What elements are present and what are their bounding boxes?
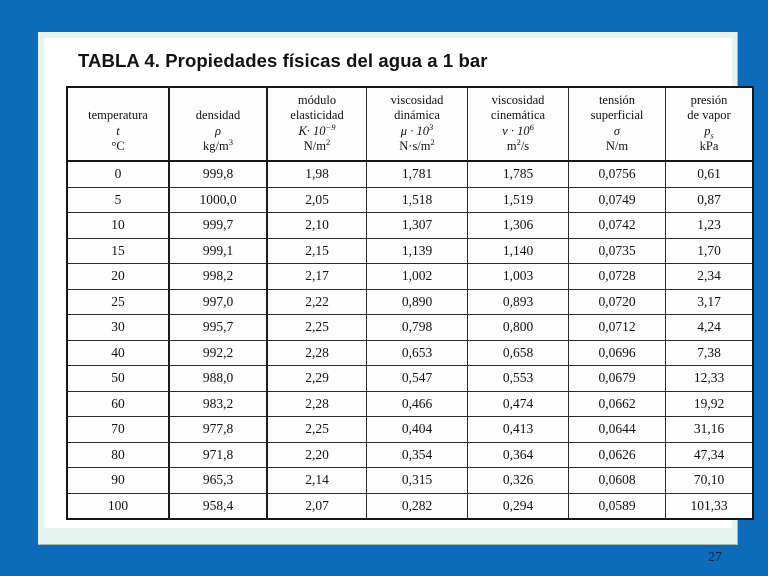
table-cell: 1,306 [468, 213, 569, 239]
table-cell: 0,0696 [569, 340, 666, 366]
table-cell: 1,23 [666, 213, 754, 239]
table-cell: 958,4 [169, 493, 267, 519]
table-cell: 2,28 [267, 340, 367, 366]
table-cell: 0,800 [468, 315, 569, 341]
table-cell: 1,70 [666, 238, 754, 264]
table-cell: 0,547 [367, 366, 468, 392]
cell-temperatura: 10 [67, 213, 169, 239]
column-header-unit: $N/m^2$ [303, 136, 331, 153]
table-cell: 0,553 [468, 366, 569, 392]
table-row [67, 391, 753, 417]
cell-temperatura: 15 [67, 238, 169, 264]
column-header-symbol: ρ [215, 123, 221, 138]
column-header-presion-de-vapor [666, 87, 754, 161]
table-cell: 0,893 [468, 289, 569, 315]
column-header-symbol: σ [613, 123, 621, 138]
table-cell: 1,785 [468, 161, 569, 187]
table-cell: 1,003 [468, 264, 569, 290]
table-cell: 1000,0 [169, 187, 267, 213]
table-row [67, 289, 753, 315]
table-cell: 0,653 [367, 340, 468, 366]
column-header-tension-superficial [569, 87, 666, 161]
cell-temperatura: 100 [67, 493, 169, 519]
table-row [67, 417, 753, 443]
cell-temperatura: 30 [67, 315, 169, 341]
table-cell: 0,0626 [569, 442, 666, 468]
table-cell: 0,466 [367, 391, 468, 417]
table-cell: 0,0749 [569, 187, 666, 213]
slide-number: 27 [708, 550, 722, 565]
table-cell: 2,25 [267, 315, 367, 341]
table-cell: 0,798 [367, 315, 468, 341]
table-cell: 0,413 [468, 417, 569, 443]
table-cell: 0,404 [367, 417, 468, 443]
column-header-name-line2: cinemática [490, 108, 546, 123]
table-cell: 1,518 [367, 187, 468, 213]
table-cell: 2,15 [267, 238, 367, 264]
column-header-symbol: $\mu \cdot 10^3$ [400, 121, 434, 138]
table-cell: 965,3 [169, 468, 267, 494]
cell-temperatura: 90 [67, 468, 169, 494]
column-header-name-line2: de vapor [687, 108, 731, 123]
table-cell: 2,22 [267, 289, 367, 315]
column-header-name-line1: módulo [297, 93, 337, 107]
column-header-modulo-elasticidad [267, 87, 367, 161]
column-header-unit: $N\cdot s/m^2$ [399, 136, 435, 153]
table-row [67, 468, 753, 494]
cell-temperatura: 25 [67, 289, 169, 315]
column-header-name-line1: viscosidad [390, 93, 444, 107]
table-cell: 47,34 [666, 442, 754, 468]
table-cell: 1,519 [468, 187, 569, 213]
table-cell: 0,0735 [569, 238, 666, 264]
page-title: TABLA 4. Propiedades físicas del agua a 1 bar [78, 50, 488, 71]
cell-temperatura: 70 [67, 417, 169, 443]
table-cell: 19,92 [666, 391, 754, 417]
cell-temperatura: 20 [67, 264, 169, 290]
table-cell: 1,140 [468, 238, 569, 264]
table-cell: 0,0728 [569, 264, 666, 290]
table-cell: 0,282 [367, 493, 468, 519]
table-cell: 1,98 [267, 161, 367, 187]
cell-temperatura: 80 [67, 442, 169, 468]
table-cell: 2,10 [267, 213, 367, 239]
column-header-symbol: $p_s$ [704, 123, 714, 140]
table-cell: 1,307 [367, 213, 468, 239]
table-cell: 999,1 [169, 238, 267, 264]
column-header-unit: N/m [605, 138, 629, 153]
table-cell: 2,28 [267, 391, 367, 417]
table-cell: 0,0644 [569, 417, 666, 443]
table-row [67, 493, 753, 519]
column-header-name-line2: dinámica [394, 108, 440, 123]
table-cell: 2,17 [267, 264, 367, 290]
table-cell: 3,17 [666, 289, 754, 315]
table-cell: 0,61 [666, 161, 754, 187]
column-header-name-line1: tensión [598, 93, 636, 107]
table-cell: 0,890 [367, 289, 468, 315]
column-header-unit: $kg/m^3$ [203, 136, 233, 153]
table-row [67, 187, 753, 213]
table-cell: 31,16 [666, 417, 754, 443]
table-cell: 2,05 [267, 187, 367, 213]
cell-temperatura: 5 [67, 187, 169, 213]
table-header [67, 87, 753, 161]
column-header-unit: °C [111, 138, 125, 153]
cell-temperatura: 0 [67, 161, 169, 187]
table-cell: 0,315 [367, 468, 468, 494]
table-cell: 992,2 [169, 340, 267, 366]
cell-temperatura: 40 [67, 340, 169, 366]
table-cell: 2,07 [267, 493, 367, 519]
table-cell: 0,354 [367, 442, 468, 468]
table-cell: 988,0 [169, 366, 267, 392]
table-cell: 0,0756 [569, 161, 666, 187]
table-cell: 997,0 [169, 289, 267, 315]
table-cell: 0,0712 [569, 315, 666, 341]
table-cell: 0,0662 [569, 391, 666, 417]
table-cell: 999,8 [169, 161, 267, 187]
table-cell: 0,294 [468, 493, 569, 519]
column-header-name-line2: superficial [590, 108, 644, 123]
table-cell: 7,38 [666, 340, 754, 366]
table-cell: 70,10 [666, 468, 754, 494]
table-cell: 0,474 [468, 391, 569, 417]
table-row [67, 238, 753, 264]
table-row [67, 213, 753, 239]
table-row [67, 442, 753, 468]
table-cell: 1,139 [367, 238, 468, 264]
table-cell: 983,2 [169, 391, 267, 417]
cell-temperatura: 50 [67, 366, 169, 392]
table-cell: 101,33 [666, 493, 754, 519]
column-header-unit: $m^2/s$ [506, 136, 530, 153]
table-row [67, 264, 753, 290]
properties-table-container [66, 86, 731, 520]
table-cell: 977,8 [169, 417, 267, 443]
column-header-viscosidad-dinamica [367, 87, 468, 161]
table-cell: 998,2 [169, 264, 267, 290]
column-header-name-line1: presión [690, 93, 728, 107]
table-cell: 12,33 [666, 366, 754, 392]
table-cell: 0,0742 [569, 213, 666, 239]
table-row [67, 315, 753, 341]
water-properties-table [66, 86, 754, 520]
column-header-temperatura [67, 87, 169, 161]
table-row [67, 161, 753, 187]
column-header-name: temperatura [88, 108, 148, 123]
table-cell: 995,7 [169, 315, 267, 341]
table-cell: 0,364 [468, 442, 569, 468]
table-cell: 1,781 [367, 161, 468, 187]
column-header-name-line2: elasticidad [290, 108, 344, 123]
table-row [67, 366, 753, 392]
table-row [67, 340, 753, 366]
column-header-name: densidad [195, 108, 241, 123]
table-cell: 0,0589 [569, 493, 666, 519]
table-cell: 0,0608 [569, 468, 666, 494]
table-cell: 0,326 [468, 468, 569, 494]
table-cell: 2,25 [267, 417, 367, 443]
table-cell: 0,0720 [569, 289, 666, 315]
column-header-name-line1: viscosidad [491, 93, 545, 107]
table-cell: 999,7 [169, 213, 267, 239]
table-cell: 1,002 [367, 264, 468, 290]
table-cell: 2,34 [666, 264, 754, 290]
column-header-densidad [169, 87, 267, 161]
cell-temperatura: 60 [67, 391, 169, 417]
column-header-viscosidad-cinematica [468, 87, 569, 161]
table-cell: 0,658 [468, 340, 569, 366]
table-body [67, 161, 753, 519]
table-cell: 0,87 [666, 187, 754, 213]
column-header-symbol: $K\cdot 10^{-9}$ [298, 121, 336, 138]
table-cell: 0,0679 [569, 366, 666, 392]
table-header-row [67, 87, 753, 161]
table-cell: 4,24 [666, 315, 754, 341]
table-cell: 2,29 [267, 366, 367, 392]
table-cell: 2,14 [267, 468, 367, 494]
column-header-symbol: t [116, 123, 120, 138]
document-card [44, 38, 732, 528]
column-header-unit: kPa [699, 138, 719, 153]
table-cell: 2,20 [267, 442, 367, 468]
column-header-symbol: $\nu \cdot 10^6$ [502, 121, 534, 138]
table-cell: 971,8 [169, 442, 267, 468]
